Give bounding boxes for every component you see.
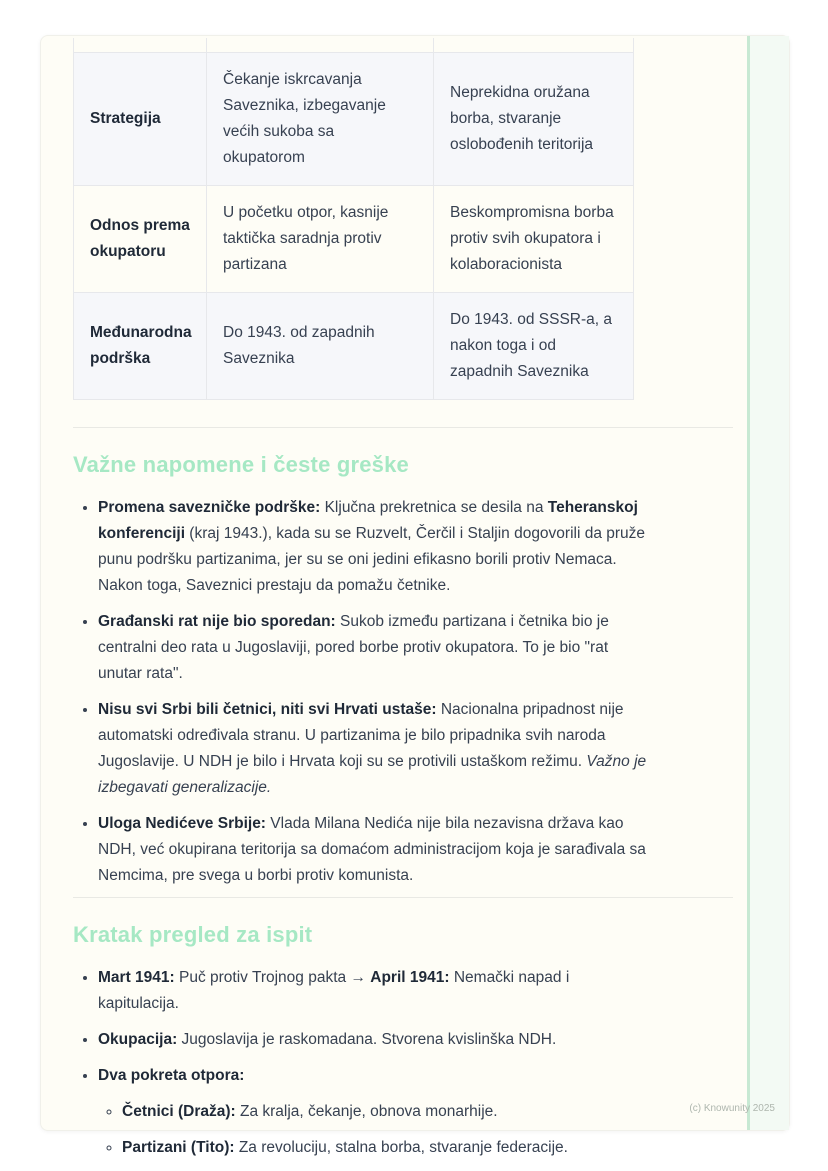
table-cell: Do 1943. od zapadnih Saveznika (207, 292, 434, 399)
plain-text: Jugoslavija je raskomadana. Stvorena kvislinška NDH. (177, 1030, 557, 1048)
bold-text: Partizani (Tito): (122, 1138, 235, 1156)
watermark: (c) Knowunity 2025 (689, 1103, 775, 1114)
exam-review-bullet-list (73, 965, 650, 1161)
plain-text: Za revoluciju, stalna borba, stvaranje federacije. (234, 1138, 568, 1156)
document-page (40, 35, 790, 1156)
table-cell: Neprekidna oružana borba, stvaranje oslobođenih teritorija (434, 52, 634, 185)
sub-list-item (122, 1135, 650, 1161)
table-row (74, 38, 634, 52)
section-divider (73, 897, 733, 898)
plain-text: (kraj 1943.), kada su se Ruzvelt, Čerčil i Staljin dogovorili da pruže punu podršku partizanima, jer su se oni jedini efikasno borili protiv Nemaca. Nakon toga, Saveznici prestaju da pomažu četnike. (98, 524, 646, 594)
section-heading-exam-review: Kratak pregled za ispit (73, 921, 313, 947)
table-row (74, 185, 634, 292)
plain-text: Nacionalna pripadnost nije automatski određivala stranu. U partizanima je bilo pripadnika svih naroda Jugoslavije. U NDH je bilo i Hrvata koji su se protivili ustaškom režimu. (98, 700, 624, 770)
bold-text: Uloga Nedićeve Srbije: (98, 814, 266, 832)
table-row-label: Odnos prema okupatoru (74, 185, 207, 292)
list-item (98, 1063, 650, 1161)
plain-text: Ključna prekretnica se desila na (320, 498, 548, 516)
sub-bullet-list (98, 1099, 650, 1161)
list-item (98, 1027, 650, 1053)
bold-text: Okupacija: (98, 1030, 178, 1048)
plain-text: Puč protiv Trojnog pakta → (174, 968, 371, 986)
bold-text: Nisu svi Srbi bili četnici, niti svi Hrvati ustaše: (98, 700, 437, 718)
plain-text: Nemački napad i kapitulacija. (98, 968, 570, 1012)
table-row (74, 292, 634, 399)
plain-text: Sukob između partizana i četnika bio je centralni deo rata u Jugoslaviji, pored borbe protiv okupatora. To je bio "rat unutar rata". (98, 612, 609, 682)
list-item (98, 811, 650, 889)
bold-text: Mart 1941: (98, 968, 175, 986)
page-accent-line (747, 36, 750, 1130)
table-row (74, 52, 634, 185)
bold-text: Građanski rat nije bio sporedan: (98, 612, 336, 630)
list-item (98, 495, 650, 599)
plain-text: Vlada Milana Nedića nije bila nezavisna država kao NDH, već okupirana teritorija sa domaćom administracijom koja je sarađivala sa Nemcima, pre svega u borbi protiv komunista. (98, 814, 646, 884)
table-cell (207, 38, 434, 52)
list-item (98, 697, 650, 801)
sub-list-item (122, 1099, 650, 1125)
table-row-label (74, 38, 207, 52)
comparison-table (73, 38, 634, 400)
table-cell: Čekanje iskrcavanja Saveznika, izbegavanje većih sukoba sa okupatorom (207, 52, 434, 185)
table-cell: Do 1943. od SSSR-a, a nakon toga i od zapadnih Saveznika (434, 292, 634, 399)
table-cell: Beskompromisna borba protiv svih okupatora i kolaboracionista (434, 185, 634, 292)
notes-bullet-list (73, 495, 650, 889)
table-row-label: Međunarodna podrška (74, 292, 207, 399)
bold-text: Teheranskoj konferenciji (98, 498, 638, 542)
plain-text: Za kralja, čekanje, obnova monarhije. (235, 1102, 498, 1120)
bold-text: Četnici (Draža): (122, 1102, 236, 1120)
section-divider (73, 427, 733, 428)
bold-text: April 1941: (370, 968, 450, 986)
table-row-label: Strategija (74, 52, 207, 185)
section-exam-review (73, 922, 673, 1161)
list-item (98, 965, 650, 1017)
table-cell: U početku otpor, kasnije taktička saradnja protiv partizana (207, 185, 434, 292)
table-cell (434, 38, 634, 52)
page-accent-strip (750, 36, 789, 1130)
section-heading-notes: Važne napomene i česte greške (73, 451, 409, 477)
bold-text: Promena savezničke podrške: (98, 498, 321, 516)
bold-text: Dva pokreta otpora: (98, 1066, 245, 1084)
italic-text: Važno je izbegavati generalizacije. (98, 752, 647, 796)
page-content (73, 36, 673, 1169)
section-notes (73, 452, 673, 889)
list-item (98, 609, 650, 687)
